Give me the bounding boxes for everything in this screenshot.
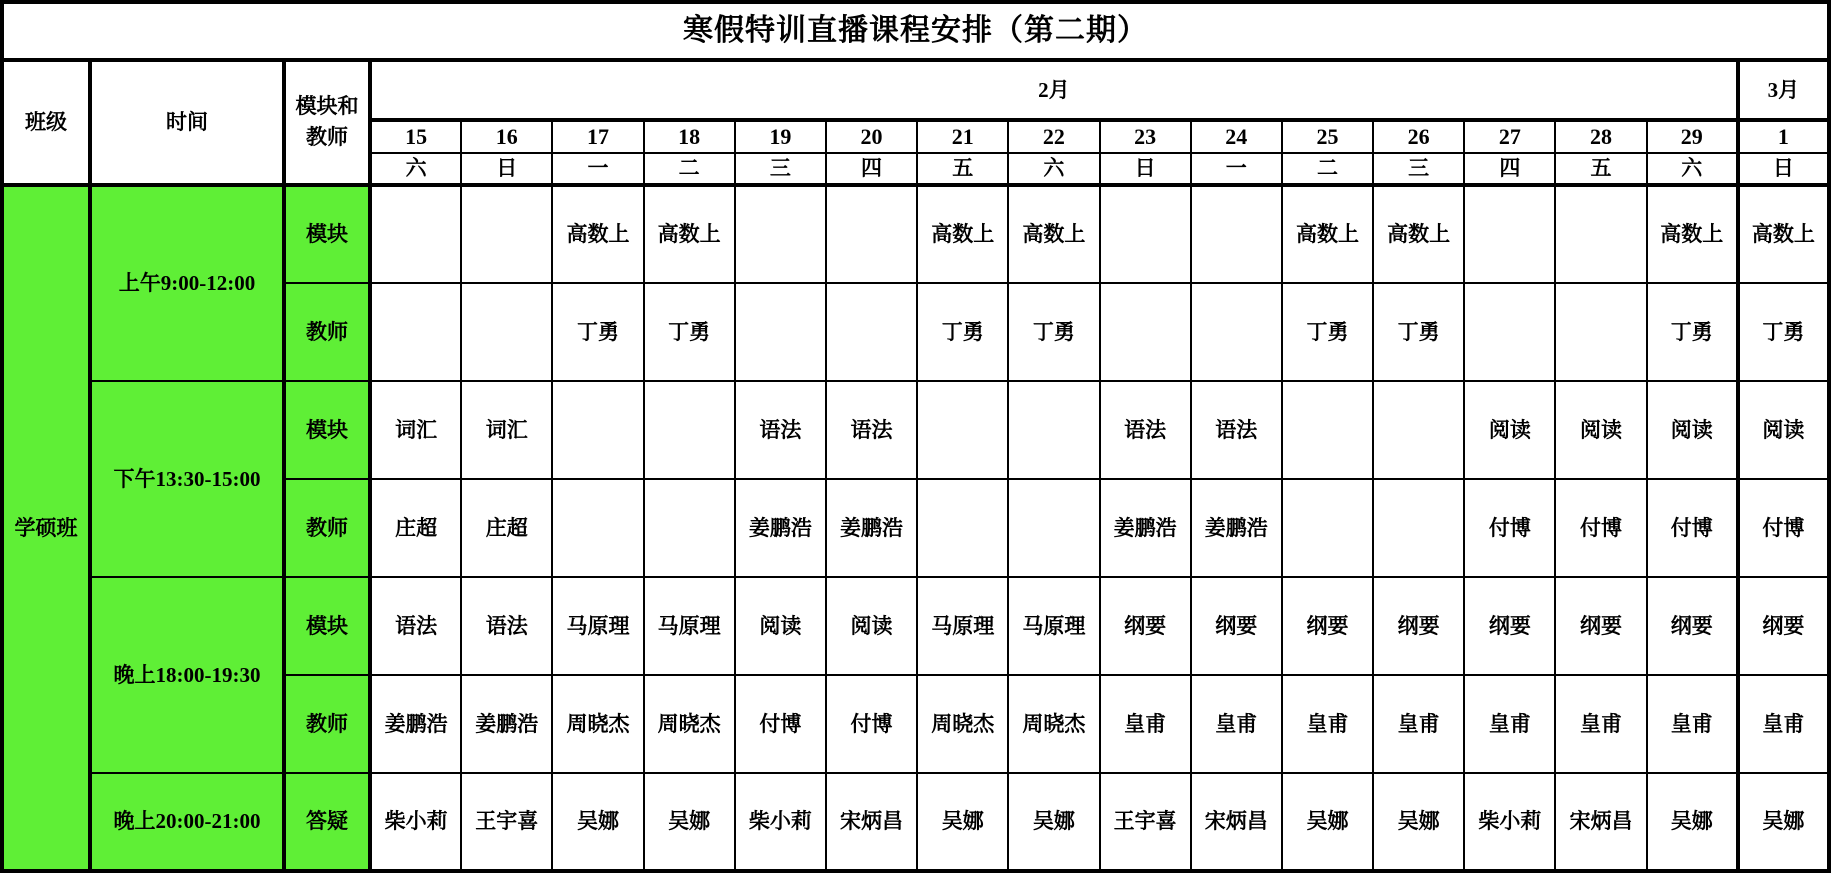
qa-cell: 吴娜	[644, 773, 735, 871]
row-label-teacher: 教师	[284, 479, 370, 577]
teacher-cell: 周晓杰	[917, 675, 1008, 773]
module-cell: 高数上	[917, 185, 1008, 283]
teacher-cell: 付博	[1464, 479, 1555, 577]
weekday-cell: 三	[1373, 153, 1464, 185]
module-cell	[1555, 185, 1646, 283]
date-cell: 24	[1191, 120, 1282, 153]
teacher-cell: 姜鹏浩	[1100, 479, 1191, 577]
module-cell: 语法	[735, 381, 826, 479]
row-label-module: 模块	[284, 185, 370, 283]
module-cell	[1100, 185, 1191, 283]
row-label-teacher: 教师	[284, 675, 370, 773]
class-column-header: 班级	[2, 60, 90, 185]
teacher-cell: 周晓杰	[644, 675, 735, 773]
teacher-cell	[1373, 479, 1464, 577]
teacher-cell: 丁勇	[552, 283, 643, 381]
weekday-cell: 五	[1555, 153, 1646, 185]
weekday-cell: 二	[1282, 153, 1373, 185]
date-cell: 21	[917, 120, 1008, 153]
teacher-cell: 皇甫	[1647, 675, 1738, 773]
teacher-cell: 庄超	[461, 479, 552, 577]
row-label-teacher: 教师	[284, 283, 370, 381]
teacher-cell: 姜鹏浩	[1191, 479, 1282, 577]
module-cell: 高数上	[1738, 185, 1829, 283]
teacher-cell	[644, 479, 735, 577]
module-cell	[1008, 381, 1099, 479]
qa-cell: 吴娜	[552, 773, 643, 871]
module-cell	[644, 381, 735, 479]
module-cell: 纲要	[1464, 577, 1555, 675]
month-february-cell: 2月	[370, 60, 1738, 120]
weekday-cell: 一	[1191, 153, 1282, 185]
session-time-morning: 上午9:00-12:00	[90, 185, 284, 381]
teacher-cell: 皇甫	[1464, 675, 1555, 773]
module-cell: 纲要	[1647, 577, 1738, 675]
module-cell: 马原理	[917, 577, 1008, 675]
teacher-cell: 付博	[1647, 479, 1738, 577]
date-cell: 26	[1373, 120, 1464, 153]
module-cell: 语法	[1191, 381, 1282, 479]
teacher-cell: 周晓杰	[1008, 675, 1099, 773]
module-cell: 阅读	[735, 577, 826, 675]
module-cell	[1464, 185, 1555, 283]
qa-cell: 王宇喜	[461, 773, 552, 871]
weekday-cell: 一	[552, 153, 643, 185]
teacher-cell	[1464, 283, 1555, 381]
module-cell: 语法	[370, 577, 461, 675]
row-label-qa: 答疑	[284, 773, 370, 871]
date-cell: 16	[461, 120, 552, 153]
module-cell: 纲要	[1191, 577, 1282, 675]
teacher-cell	[1555, 283, 1646, 381]
teacher-cell: 丁勇	[1282, 283, 1373, 381]
teacher-cell: 丁勇	[644, 283, 735, 381]
page-title: 寒假特训直播课程安排（第二期）	[2, 2, 1829, 60]
teacher-cell	[917, 479, 1008, 577]
teacher-cell: 丁勇	[1738, 283, 1829, 381]
morning-module-row	[2, 185, 1829, 283]
teacher-cell: 庄超	[370, 479, 461, 577]
row-label-module: 模块	[284, 381, 370, 479]
module-cell	[826, 185, 917, 283]
module-cell: 纲要	[1100, 577, 1191, 675]
date-cell: 28	[1555, 120, 1646, 153]
weekday-cell: 三	[735, 153, 826, 185]
module-cell: 马原理	[644, 577, 735, 675]
module-cell	[735, 185, 826, 283]
qa-cell: 柴小莉	[735, 773, 826, 871]
teacher-cell: 付博	[1738, 479, 1829, 577]
teacher-cell: 姜鹏浩	[370, 675, 461, 773]
teacher-cell: 付博	[826, 675, 917, 773]
date-cell: 1	[1738, 120, 1829, 153]
teacher-cell	[1191, 283, 1282, 381]
date-cell: 25	[1282, 120, 1373, 153]
teacher-cell: 丁勇	[1008, 283, 1099, 381]
weekday-cell: 日	[1738, 153, 1829, 185]
teacher-cell	[1100, 283, 1191, 381]
qa-cell: 宋炳昌	[826, 773, 917, 871]
weekday-cell: 六	[1647, 153, 1738, 185]
weekday-cell: 四	[826, 153, 917, 185]
teacher-cell: 皇甫	[1555, 675, 1646, 773]
teacher-cell	[1282, 479, 1373, 577]
qa-cell: 吴娜	[1282, 773, 1373, 871]
qa-cell: 宋炳昌	[1555, 773, 1646, 871]
module-cell: 高数上	[1282, 185, 1373, 283]
qa-cell: 吴娜	[917, 773, 1008, 871]
evening-module-row	[2, 577, 1829, 675]
teacher-cell: 皇甫	[1738, 675, 1829, 773]
teacher-cell: 丁勇	[1373, 283, 1464, 381]
date-cell: 27	[1464, 120, 1555, 153]
date-cell: 20	[826, 120, 917, 153]
module-cell: 纲要	[1555, 577, 1646, 675]
teacher-cell: 丁勇	[1647, 283, 1738, 381]
date-cell: 15	[370, 120, 461, 153]
module-cell: 词汇	[461, 381, 552, 479]
module-cell: 阅读	[826, 577, 917, 675]
session-time-afternoon: 下午13:30-15:00	[90, 381, 284, 577]
teacher-cell	[552, 479, 643, 577]
session-time-late-evening: 晚上20:00-21:00	[90, 773, 284, 871]
date-cell: 19	[735, 120, 826, 153]
qa-cell: 吴娜	[1647, 773, 1738, 871]
teacher-cell: 姜鹏浩	[461, 675, 552, 773]
weekday-cell: 日	[461, 153, 552, 185]
qa-cell: 吴娜	[1373, 773, 1464, 871]
teacher-cell: 周晓杰	[552, 675, 643, 773]
date-cell: 18	[644, 120, 735, 153]
module-cell: 高数上	[552, 185, 643, 283]
module-cell	[917, 381, 1008, 479]
teacher-cell: 丁勇	[917, 283, 1008, 381]
teacher-cell	[1008, 479, 1099, 577]
module-cell: 高数上	[1008, 185, 1099, 283]
weekday-cell: 四	[1464, 153, 1555, 185]
module-cell: 高数上	[644, 185, 735, 283]
teacher-cell: 姜鹏浩	[826, 479, 917, 577]
module-cell	[1191, 185, 1282, 283]
module-cell: 马原理	[1008, 577, 1099, 675]
module-cell	[1282, 381, 1373, 479]
module-cell: 阅读	[1555, 381, 1646, 479]
qa-row	[2, 773, 1829, 871]
teacher-cell: 付博	[735, 675, 826, 773]
qa-cell: 柴小莉	[1464, 773, 1555, 871]
teacher-cell: 皇甫	[1100, 675, 1191, 773]
module-cell: 阅读	[1738, 381, 1829, 479]
qa-cell: 吴娜	[1738, 773, 1829, 871]
teacher-cell: 皇甫	[1373, 675, 1464, 773]
date-cell: 17	[552, 120, 643, 153]
module-cell: 词汇	[370, 381, 461, 479]
row-label-module: 模块	[284, 577, 370, 675]
time-column-header: 时间	[90, 60, 284, 185]
weekday-cell: 六	[370, 153, 461, 185]
date-cell: 22	[1008, 120, 1099, 153]
teacher-cell	[461, 283, 552, 381]
module-cell	[1373, 381, 1464, 479]
module-cell: 高数上	[1373, 185, 1464, 283]
teacher-cell	[735, 283, 826, 381]
weekday-cell: 五	[917, 153, 1008, 185]
module-cell: 语法	[826, 381, 917, 479]
session-time-evening: 晚上18:00-19:30	[90, 577, 284, 773]
teacher-cell: 姜鹏浩	[735, 479, 826, 577]
qa-cell: 宋炳昌	[1191, 773, 1282, 871]
teacher-cell: 皇甫	[1282, 675, 1373, 773]
date-cell: 29	[1647, 120, 1738, 153]
module-cell: 纲要	[1738, 577, 1829, 675]
module-cell: 马原理	[552, 577, 643, 675]
module-cell: 阅读	[1464, 381, 1555, 479]
date-cell: 23	[1100, 120, 1191, 153]
weekday-cell: 日	[1100, 153, 1191, 185]
afternoon-module-row	[2, 381, 1829, 479]
module-cell	[370, 185, 461, 283]
qa-cell: 吴娜	[1008, 773, 1099, 871]
module-cell	[552, 381, 643, 479]
module-cell: 纲要	[1282, 577, 1373, 675]
teacher-cell: 皇甫	[1191, 675, 1282, 773]
weekday-cell: 六	[1008, 153, 1099, 185]
teacher-cell: 付博	[1555, 479, 1646, 577]
module-cell: 纲要	[1373, 577, 1464, 675]
qa-cell: 柴小莉	[370, 773, 461, 871]
weekday-cell: 二	[644, 153, 735, 185]
module-cell: 语法	[1100, 381, 1191, 479]
module-cell: 高数上	[1647, 185, 1738, 283]
module-cell: 语法	[461, 577, 552, 675]
module-cell	[461, 185, 552, 283]
qa-cell: 王宇喜	[1100, 773, 1191, 871]
module-cell: 阅读	[1647, 381, 1738, 479]
class-name-cell: 学硕班	[2, 185, 90, 871]
month-march-cell: 3月	[1738, 60, 1829, 120]
teacher-cell	[826, 283, 917, 381]
teacher-cell	[370, 283, 461, 381]
module-teacher-column-header: 模块和教师	[284, 60, 370, 185]
